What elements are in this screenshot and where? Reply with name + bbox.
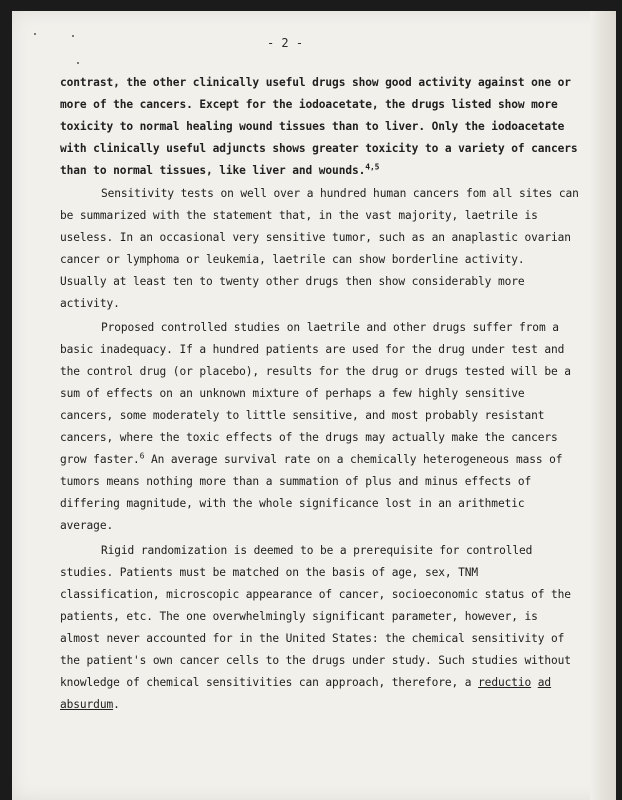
- text-line-content: than to normal tissues, like liver and wounds.: [60, 164, 366, 177]
- paper-speck: [34, 33, 36, 35]
- paper-speck: [77, 62, 79, 64]
- text-line: the control drug (or placebo), results for the drug or drugs tested will be a: [60, 365, 571, 378]
- text-line: [60, 694, 560, 716]
- text-line: contrast, the other clinically useful drugs show good activity against one or: [60, 76, 571, 89]
- paragraph-3: [60, 317, 571, 537]
- text-line: [60, 160, 560, 182]
- text-line: sum of effects on an unknown mixture of perhaps a few highly sensitive: [60, 387, 525, 400]
- text-line: cancers, some moderately to little sensitive, and most probably resistant: [60, 409, 545, 422]
- text-line: patients, etc. The one overwhelmingly significant parameter, however, is: [60, 610, 538, 623]
- text-line: Proposed controlled studies on laetrile and other drugs suffer from a: [101, 321, 559, 334]
- text-line: tumors means nothing more than a summation of plus and minus effects of: [60, 475, 532, 488]
- text-line: studies. Patients must be matched on the basis of age, sex, TNM: [60, 566, 479, 579]
- page-number: - 2 -: [266, 36, 304, 50]
- text-line-content: knowledge of chemical sensitivities can approach, therefore, a: [60, 676, 479, 689]
- end-punctuation: .: [113, 698, 120, 711]
- paragraph-1: [60, 72, 578, 182]
- text-line: activity.: [60, 297, 120, 310]
- text-line: with clinically useful adjuncts shows greater toxicity to a variety of cancers: [60, 142, 578, 155]
- page-edge-shadow: [590, 11, 616, 800]
- text-line: the patient's own cancer cells to the drugs under study. Such studies without: [60, 654, 571, 667]
- text-line: average.: [60, 519, 114, 532]
- text-line: cancer or lymphoma or leukemia, laetrile can show borderline activity.: [60, 253, 525, 266]
- text-line-content: grow faster.: [60, 453, 140, 466]
- text-line-content: An average survival rate on a chemically heterogeneous mass of: [144, 453, 563, 466]
- text-line: Usually at least ten to twenty other drugs then show considerably more: [60, 275, 525, 288]
- text-line: differing magnitude, with the whole significance lost in an arithmetic: [60, 497, 525, 510]
- paper-speck: [72, 35, 74, 37]
- document-page: [12, 11, 616, 800]
- text-line: Rigid randomization is deemed to be a prerequisite for controlled: [101, 544, 533, 557]
- text-line: [60, 449, 563, 471]
- paragraph-2: [60, 183, 579, 315]
- underlined-term: reductio: [478, 676, 532, 689]
- text-line: be summarized with the statement that, in the vast majority, laetrile is: [60, 209, 538, 222]
- text-line: basic inadequacy. If a hundred patients are used for the drug under test and: [60, 343, 565, 356]
- paragraph-4: [60, 540, 571, 716]
- text-line: classification, microscopic appearance of cancer, socioeconomic status of the: [60, 588, 571, 601]
- underlined-term: ad: [537, 676, 552, 689]
- underlined-term: absurdum: [60, 698, 114, 711]
- footnote-ref: 4,5: [365, 162, 380, 172]
- text-line: cancers, where the toxic effects of the drugs may actually make the cancers: [60, 431, 558, 444]
- text-line: almost never accounted for in the United States: the chemical sensitivity of: [60, 632, 565, 645]
- text-line: toxicity to normal healing wound tissues than to liver. Only the iodoacetate: [60, 120, 565, 133]
- text-line: useless. In an occasional very sensitive tumor, such as an anaplastic ovarian: [60, 231, 571, 244]
- text-line: [60, 672, 560, 694]
- text-line: Sensitivity tests on well over a hundred human cancers fom all sites can: [101, 187, 579, 200]
- text-line: more of the cancers. Except for the iodoacetate, the drugs listed show more: [60, 98, 558, 111]
- footnote-ref: 6: [139, 451, 145, 461]
